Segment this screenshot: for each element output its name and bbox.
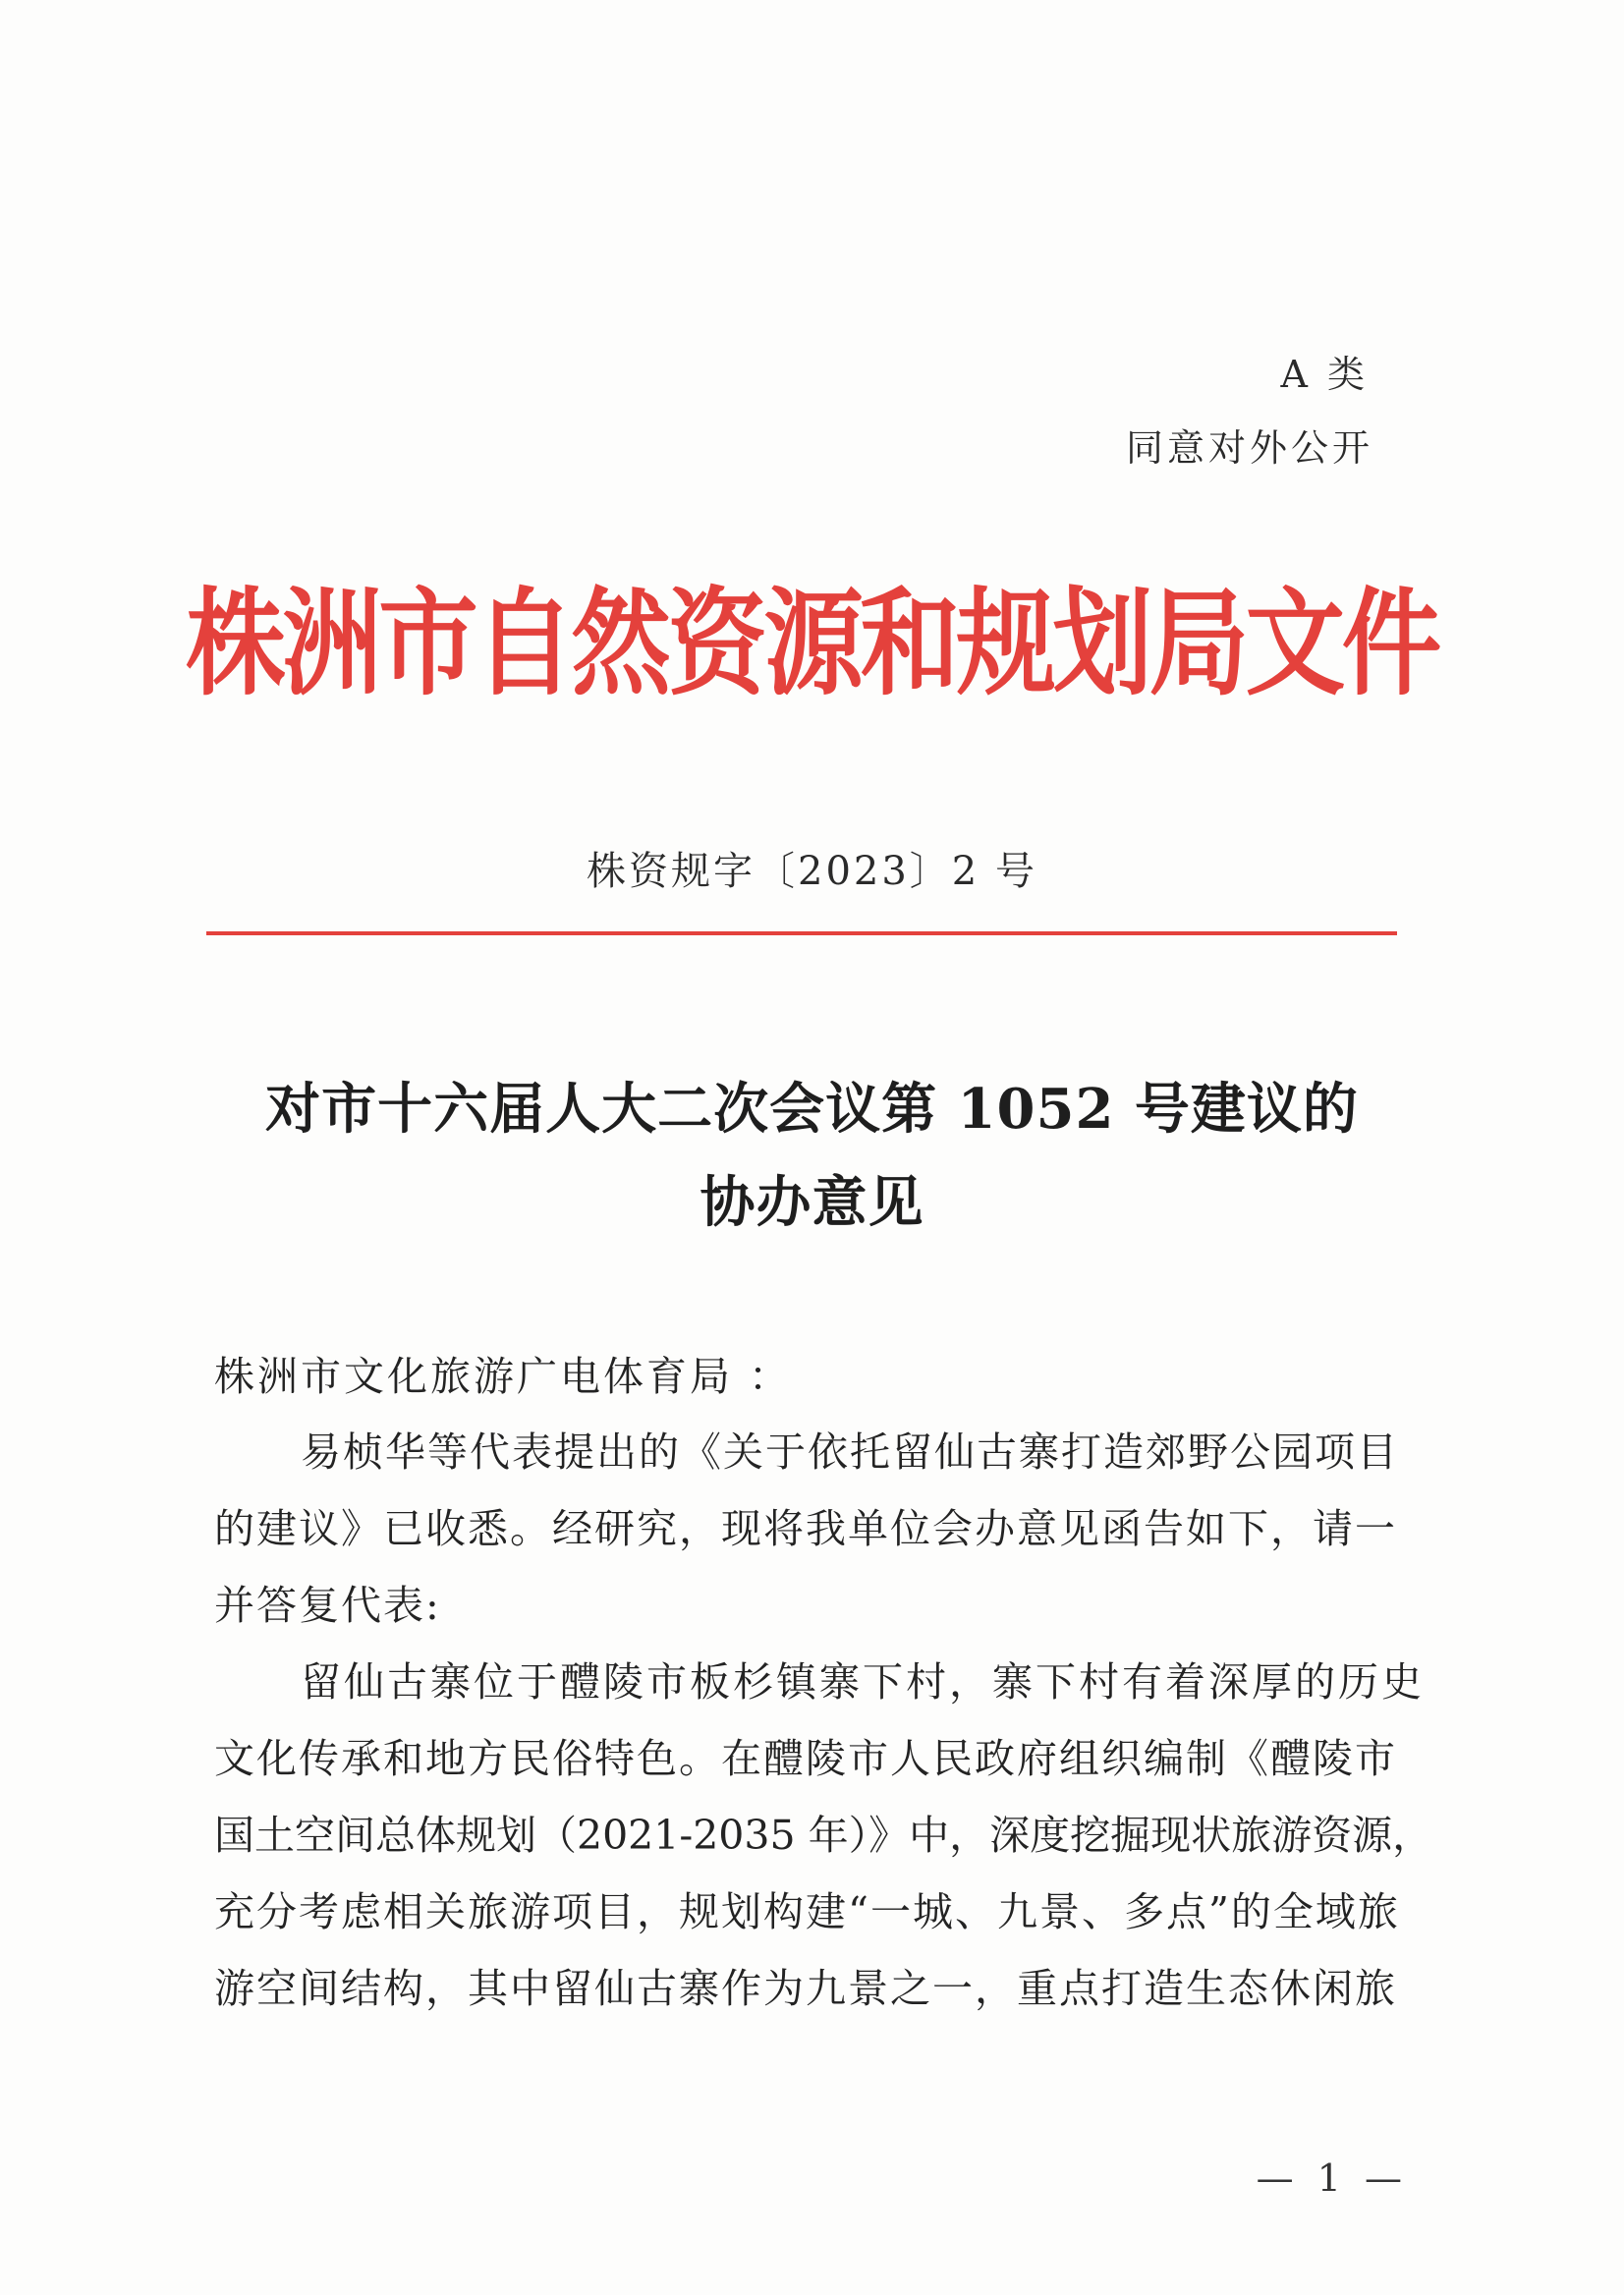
document-heading-line-2: 协办意见 (700, 1170, 924, 1235)
document-heading-line-1: 对市十六届人大二次会议第 1052 号建议的 (265, 1077, 1359, 1142)
body-line: 易桢华等代表提出的《关于依托留仙古寨打造郊野公园项目 (301, 1428, 1399, 1476)
document-number: 株资规字〔2023〕2 号 (587, 849, 1037, 894)
classification-label: A 类 (1280, 353, 1369, 396)
body-line: 并答复代表: (214, 1582, 441, 1629)
body-line: 留仙古寨位于醴陵市板杉镇寨下村，寨下村有着深厚的历史 (301, 1658, 1425, 1706)
body-line: 文化传承和地方民俗特色。在醴陵市人民政府组织编制《醴陵市 (214, 1735, 1397, 1782)
red-divider-line (206, 931, 1397, 935)
body-line: 游空间结构，其中留仙古寨作为九景之一，重点打造生态休闲旅 (214, 1965, 1397, 2012)
page-number: — 1 — (1256, 2156, 1408, 2200)
body-line: 的建议》已收悉。经研究，现将我单位会办意见函告如下，请一 (214, 1505, 1397, 1552)
body-line: 充分考虑相关旅游项目，规划构建“一城、九景、多点”的全域旅 (214, 1888, 1400, 1935)
addressee: 株洲市文化旅游广电体育局 ： (214, 1353, 793, 1400)
publicity-label: 同意对外公开 (1125, 426, 1373, 470)
body-line: 国土空间总体规划（2021-2035 年）》中，深度挖掘现状旅游资源， (214, 1812, 1433, 1859)
issuer-title: 株洲市自然资源和规划局文件 (186, 576, 1438, 711)
